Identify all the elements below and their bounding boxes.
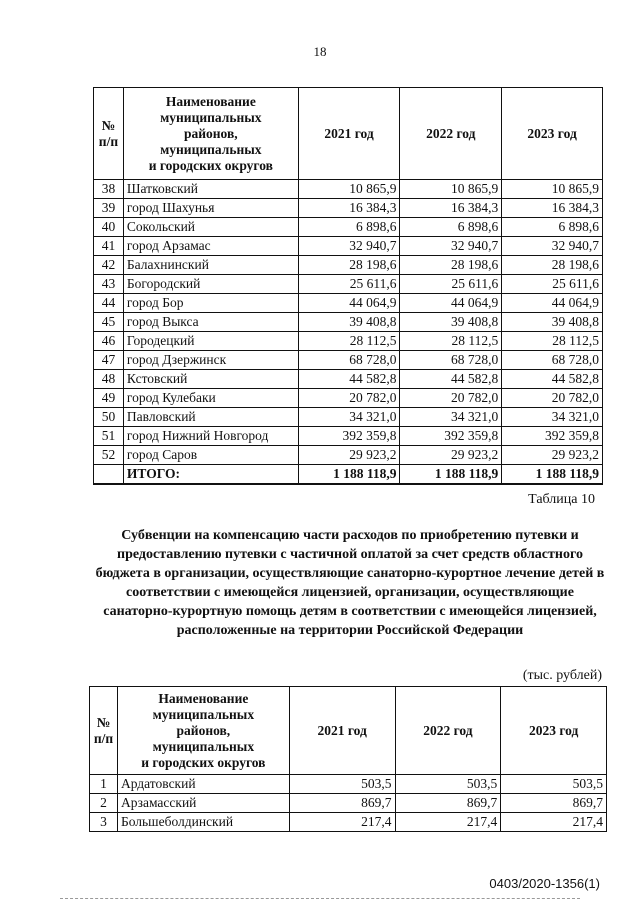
value-2023: 28 198,6 <box>502 256 603 275</box>
table-row <box>90 813 607 832</box>
row-number: 46 <box>94 332 124 351</box>
value-2023: 869,7 <box>501 794 607 813</box>
header-2023: 2023 год <box>502 88 603 180</box>
table-row <box>94 237 603 256</box>
value-2021: 25 611,6 <box>298 275 400 294</box>
value-2023: 20 782,0 <box>502 389 603 408</box>
value-2021: 32 940,7 <box>298 237 400 256</box>
district-name: Балахнинский <box>123 256 298 275</box>
value-2023: 44 582,8 <box>502 370 603 389</box>
header-2021: 2021 год <box>289 687 395 775</box>
value-2022: 503,5 <box>395 775 501 794</box>
value-2023: 28 112,5 <box>502 332 603 351</box>
value-2021: 28 198,6 <box>298 256 400 275</box>
district-name: Большеболдинский <box>117 813 289 832</box>
value-2022: 6 898,6 <box>400 218 502 237</box>
value-2021: 44 064,9 <box>298 294 400 313</box>
header-2022: 2022 год <box>400 88 502 180</box>
district-name: Арзамасский <box>117 794 289 813</box>
table-row <box>94 180 603 199</box>
value-2021: 392 359,8 <box>298 427 400 446</box>
table-row <box>94 389 603 408</box>
value-2021: 10 865,9 <box>298 180 400 199</box>
value-2022: 869,7 <box>395 794 501 813</box>
value-2022: 44 064,9 <box>400 294 502 313</box>
table-row <box>90 794 607 813</box>
value-2022: 29 923,2 <box>400 446 502 465</box>
value-2023: 6 898,6 <box>502 218 603 237</box>
row-number: 43 <box>94 275 124 294</box>
table-row <box>94 256 603 275</box>
value-2022: 392 359,8 <box>400 427 502 446</box>
value-2023: 44 064,9 <box>502 294 603 313</box>
subsidy-table-10 <box>89 686 607 832</box>
value-2021: 217,4 <box>289 813 395 832</box>
row-number: 45 <box>94 313 124 332</box>
value-2022: 44 582,8 <box>400 370 502 389</box>
total-2023: 1 188 118,9 <box>502 465 603 485</box>
district-name: Городецкий <box>123 332 298 351</box>
district-name: Павловский <box>123 408 298 427</box>
value-2021: 39 408,8 <box>298 313 400 332</box>
value-2021: 34 321,0 <box>298 408 400 427</box>
header-2023: 2023 год <box>501 687 607 775</box>
row-number: 42 <box>94 256 124 275</box>
district-name: Ардатовский <box>117 775 289 794</box>
value-2021: 44 582,8 <box>298 370 400 389</box>
value-2023: 25 611,6 <box>502 275 603 294</box>
row-number: 51 <box>94 427 124 446</box>
value-2023: 217,4 <box>501 813 607 832</box>
total-blank-cell <box>94 465 124 485</box>
district-name: Богородский <box>123 275 298 294</box>
value-2022: 28 198,6 <box>400 256 502 275</box>
district-name: город Арзамас <box>123 237 298 256</box>
table-row <box>94 408 603 427</box>
value-2023: 392 359,8 <box>502 427 603 446</box>
total-row <box>94 465 603 485</box>
district-name: город Дзержинск <box>123 351 298 370</box>
value-2022: 28 112,5 <box>400 332 502 351</box>
table-body <box>90 775 607 832</box>
row-number: 38 <box>94 180 124 199</box>
value-2022: 32 940,7 <box>400 237 502 256</box>
table-row <box>94 294 603 313</box>
header-number: № п/п <box>94 88 124 180</box>
value-2023: 16 384,3 <box>502 199 603 218</box>
row-number: 47 <box>94 351 124 370</box>
district-name: город Саров <box>123 446 298 465</box>
district-name: город Кулебаки <box>123 389 298 408</box>
district-name: город Выкса <box>123 313 298 332</box>
value-2022: 25 611,6 <box>400 275 502 294</box>
value-2022: 34 321,0 <box>400 408 502 427</box>
row-number: 49 <box>94 389 124 408</box>
header-name: Наименование муниципальных районов, муниципальных и городских округов <box>123 88 298 180</box>
total-2022: 1 188 118,9 <box>400 465 502 485</box>
district-name: город Нижний Новгород <box>123 427 298 446</box>
table-row <box>94 275 603 294</box>
table-row <box>94 313 603 332</box>
header-name: Наименование муниципальных районов, муниципальных и городских округов <box>117 687 289 775</box>
table-row <box>94 351 603 370</box>
value-2022: 217,4 <box>395 813 501 832</box>
table-row <box>94 370 603 389</box>
header-2022: 2022 год <box>395 687 501 775</box>
row-number: 3 <box>90 813 118 832</box>
value-2022: 20 782,0 <box>400 389 502 408</box>
value-2021: 68 728,0 <box>298 351 400 370</box>
value-2022: 16 384,3 <box>400 199 502 218</box>
value-2021: 16 384,3 <box>298 199 400 218</box>
table-row <box>94 332 603 351</box>
table-row <box>94 427 603 446</box>
table-row <box>94 199 603 218</box>
district-name: Сокольский <box>123 218 298 237</box>
table-body <box>94 180 603 485</box>
row-number: 40 <box>94 218 124 237</box>
value-2022: 68 728,0 <box>400 351 502 370</box>
value-2023: 29 923,2 <box>502 446 603 465</box>
row-number: 44 <box>94 294 124 313</box>
header-number: № п/п <box>90 687 118 775</box>
row-number: 2 <box>90 794 118 813</box>
row-number: 39 <box>94 199 124 218</box>
page-number: 18 <box>313 44 327 59</box>
district-name: город Шахунья <box>123 199 298 218</box>
table-row <box>94 218 603 237</box>
table-10-label: Таблица 10 <box>528 492 595 507</box>
value-2023: 10 865,9 <box>502 180 603 199</box>
row-number: 52 <box>94 446 124 465</box>
value-2021: 503,5 <box>289 775 395 794</box>
row-number: 41 <box>94 237 124 256</box>
total-2021: 1 188 118,9 <box>298 465 400 485</box>
value-2022: 39 408,8 <box>400 313 502 332</box>
value-2022: 10 865,9 <box>400 180 502 199</box>
value-2021: 869,7 <box>289 794 395 813</box>
value-2023: 68 728,0 <box>502 351 603 370</box>
row-number: 48 <box>94 370 124 389</box>
table-10-heading: Субвенции на компенсацию части расходов по приобретению путевки и предоставлению путевки с частичной оплатой за счет средств областного бюджета в организации, осуществляющие санаторно-курортное лечение детей в соответствии с имеющейся лицензией, организации, осуществляющие санаторно-курортную помощь детям в соответствии с имеющейся лицензией, расположенные на территории Российской Федерации <box>95 528 605 638</box>
value-2021: 20 782,0 <box>298 389 400 408</box>
value-2023: 34 321,0 <box>502 408 603 427</box>
value-2021: 6 898,6 <box>298 218 400 237</box>
value-2021: 28 112,5 <box>298 332 400 351</box>
district-name: Шатковский <box>123 180 298 199</box>
header-2021: 2021 год <box>298 88 400 180</box>
row-number: 50 <box>94 408 124 427</box>
value-2023: 32 940,7 <box>502 237 603 256</box>
district-name: Кстовский <box>123 370 298 389</box>
table-row <box>94 446 603 465</box>
total-label: ИТОГО: <box>123 465 298 485</box>
units-label: (тыс. рублей) <box>522 668 602 683</box>
table-row <box>90 775 607 794</box>
document-id: 0403/2020-1356(1) <box>489 876 600 891</box>
value-2023: 503,5 <box>501 775 607 794</box>
value-2023: 39 408,8 <box>502 313 603 332</box>
value-2021: 29 923,2 <box>298 446 400 465</box>
row-number: 1 <box>90 775 118 794</box>
subsidy-table-continued <box>93 87 603 485</box>
district-name: город Бор <box>123 294 298 313</box>
footer-divider <box>60 898 580 899</box>
